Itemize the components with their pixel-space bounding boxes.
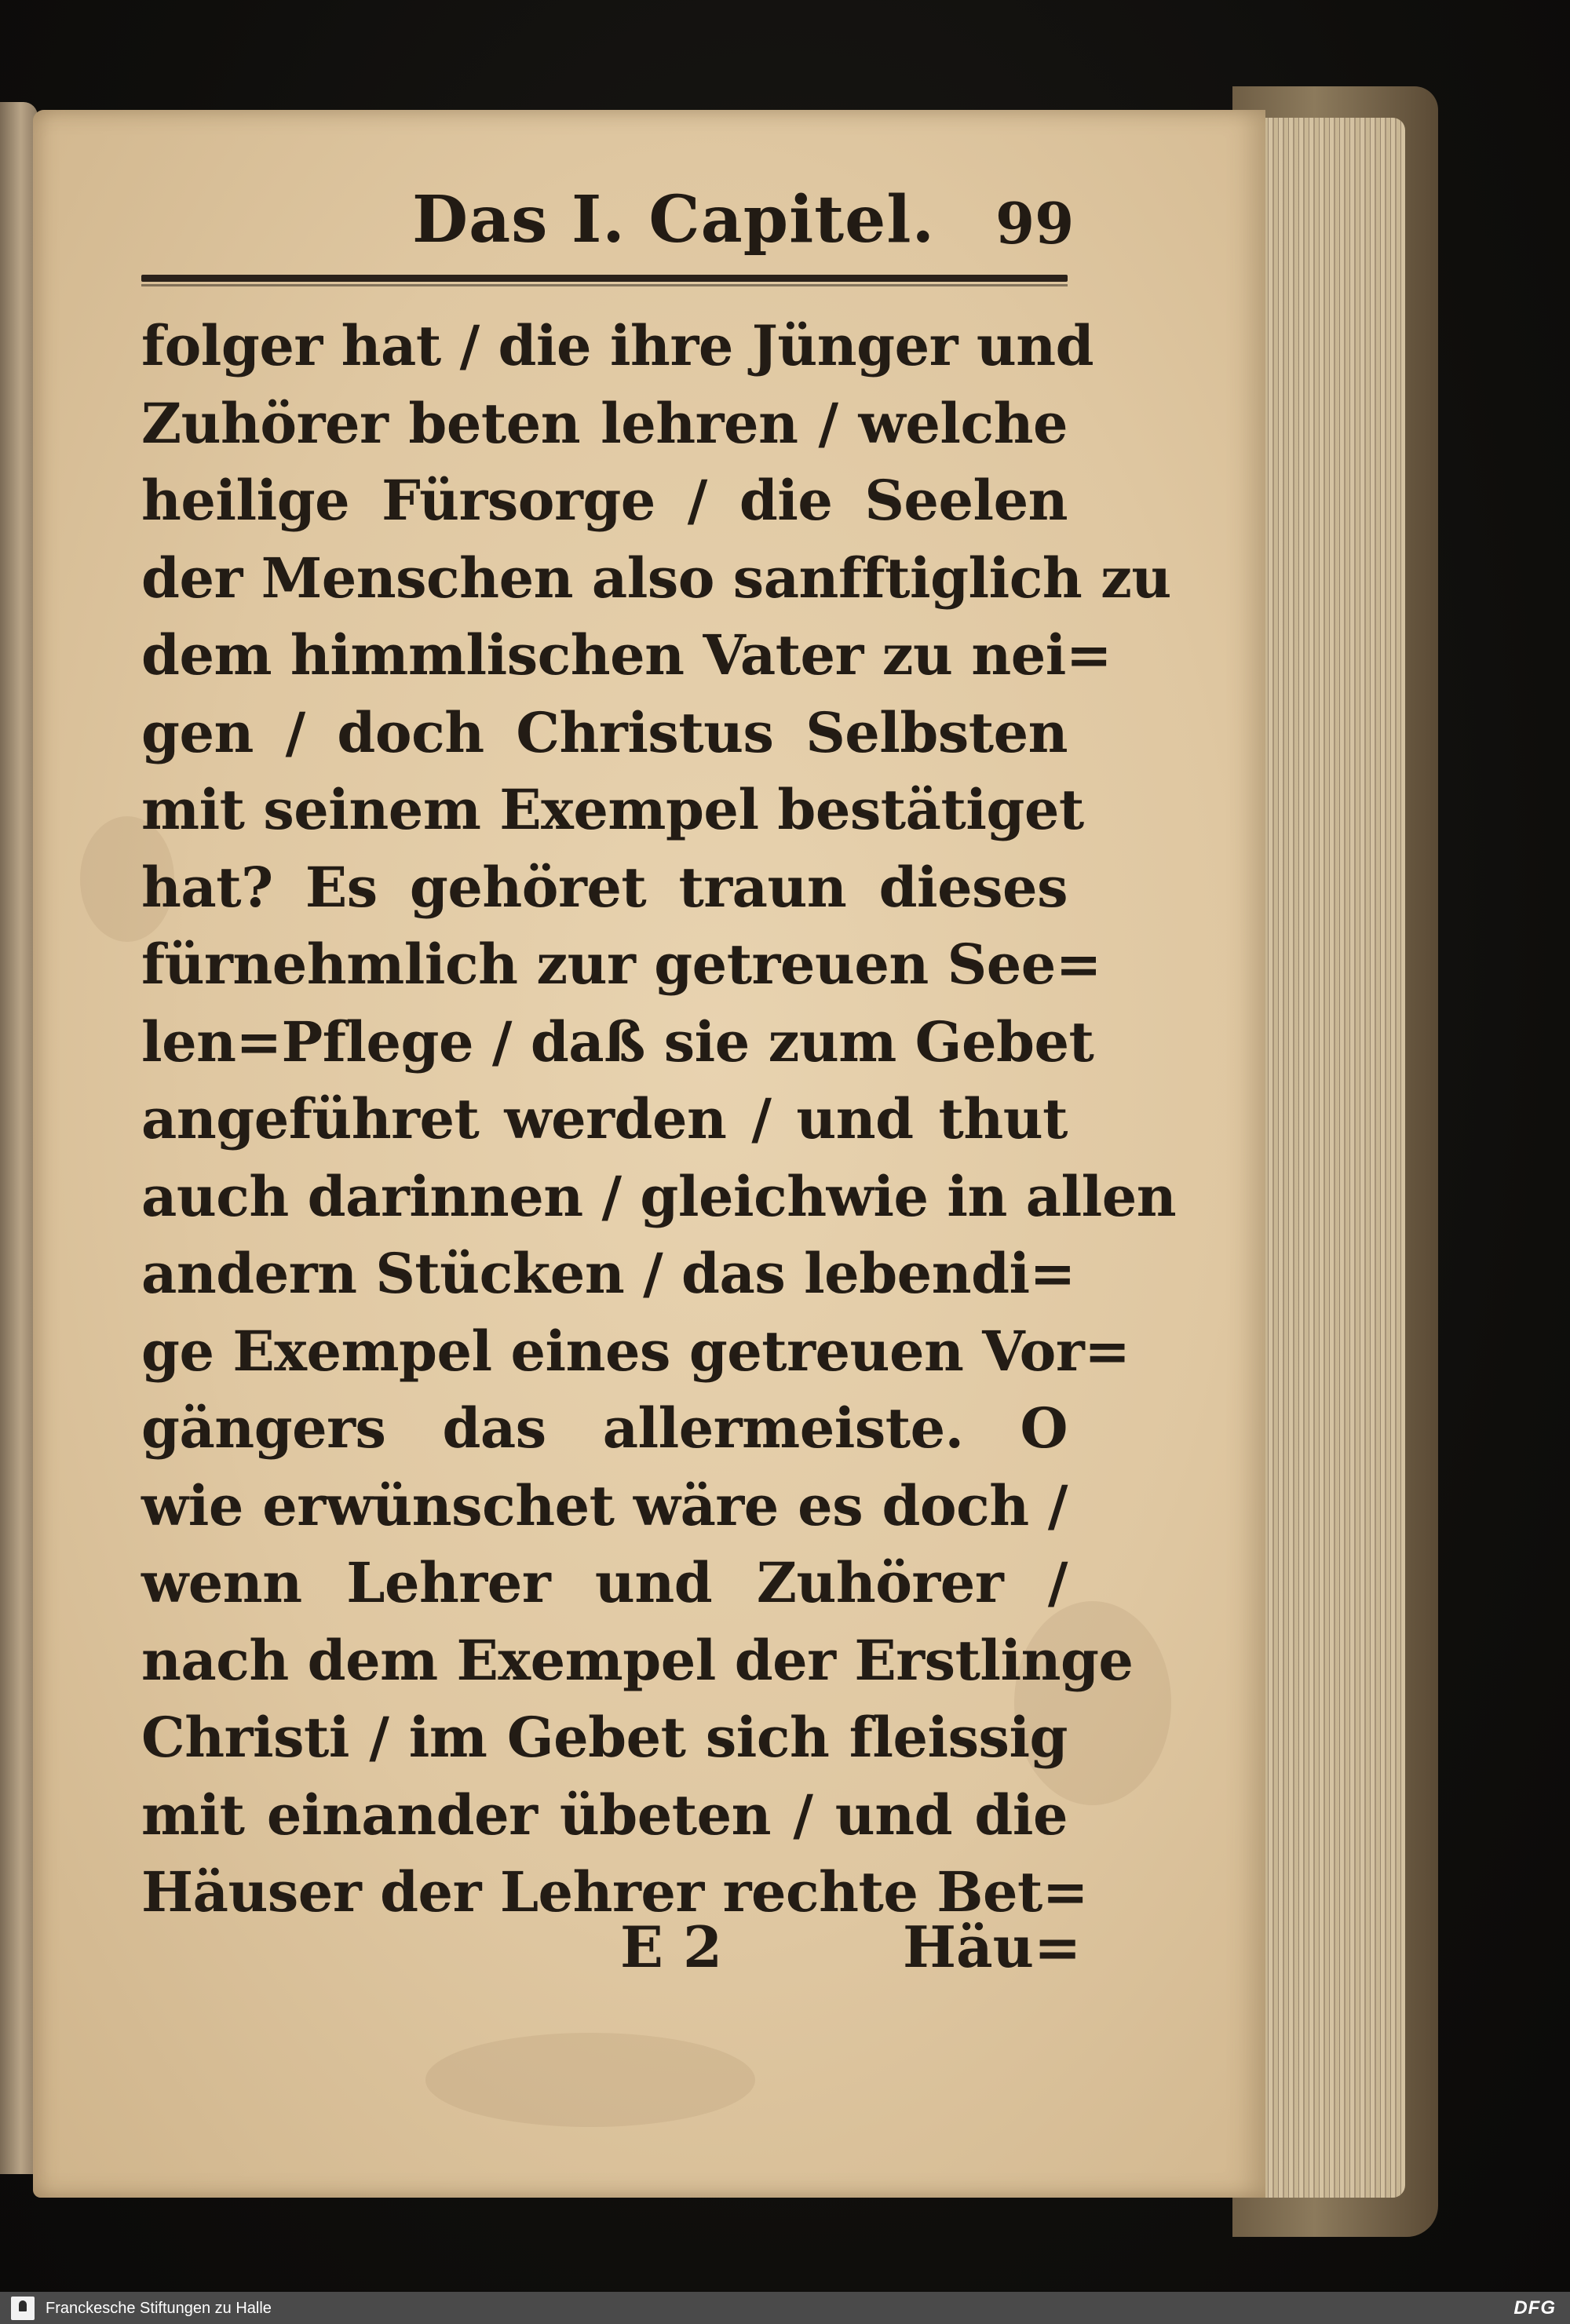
signature-mark: E 2 (620, 1914, 723, 1980)
text-line: mit einander übeten / und die (141, 1782, 1068, 1848)
paper-stain (425, 2033, 755, 2127)
dfg-logo: DFG (1513, 2297, 1556, 2319)
text-line: Häuser der Lehrer rechte Bet= (141, 1859, 1088, 1925)
text-line: len=Pflege / daß sie zum Gebet (141, 1009, 1094, 1074)
text-line: auch darinnen / gleichwie in allen (141, 1163, 1177, 1229)
text-line: wenn Lehrer und Zuhörer / (141, 1550, 1068, 1615)
text-line: mit seinem Exempel bestätiget (141, 777, 1084, 842)
page-stack-edges (1248, 118, 1405, 2198)
text-line: Christi / im Gebet sich fleissig (141, 1705, 1068, 1770)
text-line: nach dem Exempel der Erstlinge (141, 1627, 1134, 1693)
text-line: andern Stücken / das lebendi= (141, 1241, 1075, 1306)
text-line: Zuhörer beten lehren / welche (141, 390, 1068, 456)
institution-name: Franckesche Stiftungen zu Halle (46, 2300, 272, 2317)
text-line: fürnehmlich zur getreuen See= (141, 932, 1101, 997)
chapter-title: Das I. Capitel. (412, 182, 936, 257)
facing-page-edge (0, 102, 38, 2174)
text-line: angeführet werden / und thut (141, 1086, 1068, 1151)
page-foot (0, 1914, 1570, 1992)
text-line: folger hat / die ihre Jünger und (141, 313, 1094, 378)
text-line: dem himmlischen Vater zu nei= (141, 622, 1112, 688)
body-text (141, 308, 1177, 1932)
text-line: ge Exempel eines getreuen Vor= (141, 1318, 1130, 1384)
text-line: hat? Es gehöret traun dieses (141, 854, 1068, 920)
text-line: heilige Fürsorge / die Seelen (141, 468, 1068, 533)
footer-bar (0, 2292, 1570, 2324)
text-line: gen / doch Christus Selbsten (141, 699, 1068, 765)
page-number: 99 (995, 190, 1075, 257)
header-rule (141, 275, 1068, 282)
running-head (0, 182, 1570, 268)
text-line: gängers das allermeiste. O (141, 1395, 1068, 1461)
catchword: Häu= (903, 1914, 1082, 1980)
header-rule-shadow (141, 284, 1068, 286)
text-line: der Menschen also sanfftiglich zu (141, 545, 1171, 611)
institution-crest-icon (11, 2297, 35, 2320)
text-line: wie erwünschet wäre es doch / (141, 1472, 1068, 1538)
